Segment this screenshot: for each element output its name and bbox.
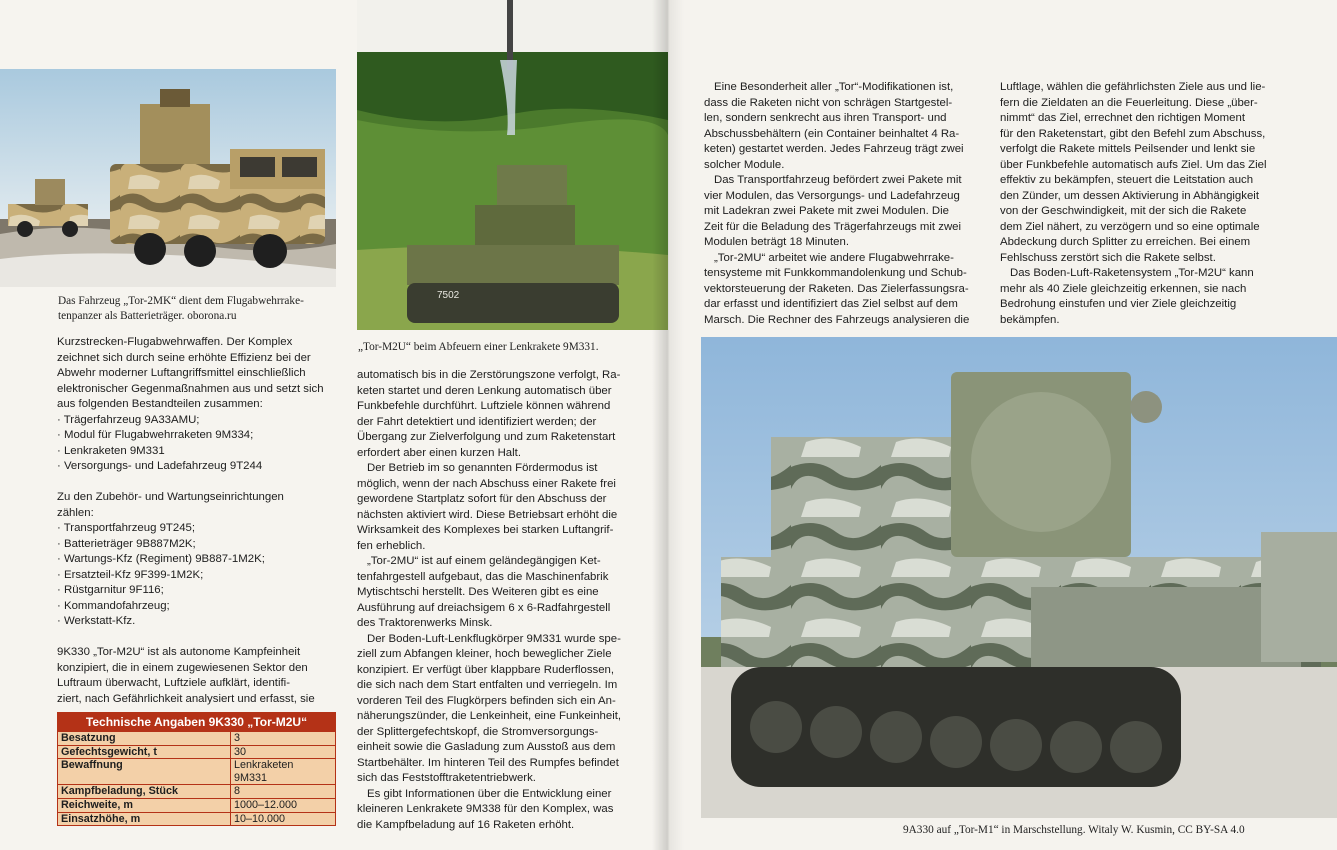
spec-label: Bewaffnung [58, 759, 231, 785]
spec-label: Kampfbeladung, Stück [58, 785, 231, 799]
col1-paragraph-1: Kurzstrecken-Flugabwehrwaffen. Der Komplex zeichnet sich durch seine erhöhte Effizienz bei der Abwehr moderner Luftangriffsmittel einschließlich elektronischer Gegenmaßnahmen aus und setzt sich aus folgenden Bestandteilen zusammen: [57, 336, 324, 410]
caption-tor-2mk: Das Fahrzeug „Tor-2MK“ dient dem Flugabwehrrake- tenpanzer als Batterieträger. oborona.ru [58, 295, 304, 322]
spec-value: Lenkraketen 9M331 [231, 759, 336, 785]
hull-number-label: 7502 [437, 290, 460, 301]
specs-table [57, 712, 336, 826]
vehicle-9a330-second [1261, 532, 1337, 662]
equipment-list [57, 521, 349, 630]
table-row [58, 798, 335, 812]
list-item: · Transportfahrzeug 9T245; [57, 521, 349, 537]
paragraph: Luftlage, wählen die gefährlichsten Ziele aus und lie- fern die Zieldaten an die Feuerleitung. Diese „über- nimmt“ das Ziel, errechnet den richtigen Moment für den Raketenstart, gibt den Befehl zum Abschuss, verfolgt die Rakete mittels Peilsender und lenkt sie über Funkbefehle automatisch aufs Ziel. Um das Ziel effektiv zu bekämpfen, steuert die Leitstation auch den Zünder, um dessen Aktivierung in Abhängigkeit von der Geschwindigkeit, mit der sich die Rakete dem Ziel nähert, zu verzögern und so eine optimale Abdeckung durch Splitter zu erreichen. Bei einem Fehlschuss zerstört sich die Rakete selbst. [1000, 81, 1267, 264]
list-item: · Trägerfahrzeug 9A33AMU; [57, 413, 349, 429]
list-item: · Batterieträger 9B887M2K; [57, 537, 349, 553]
photo-9a330-tor-m1 [701, 337, 1337, 818]
paragraph: Das Transportfahrzeug befördert zwei Pakete mit vier Modulen, das Versorgungs- und Ladefahrzeug mit Ladekran zwei Pakete mit zwei Modulen. Die Zeit für die Beladung des Trägerfahrzeugs mit zwei Modulen beträgt 18 Minuten. [704, 174, 962, 248]
text-column-2 [357, 368, 629, 833]
paragraph: Eine Besonderheit aller „Tor“-Modifikationen ist, dass die Raketen nicht von schrägen Startgestel- len, sondern senkrecht aus ihren Transport- und Abschussbehältern (ein Container beinhaltet 4 Ra- keten) gestartet werden. Jedes Fahrzeug trägt zwei solcher Module. [704, 81, 964, 171]
list-item: · Modul für Flugabwehrraketen 9M334; [57, 428, 349, 444]
paragraph: automatisch bis in die Zerstörungszone verfolgt, Ra- keten startet und deren Lenkung automatisch über Funkbefehle durchführt. Luftziele können während der Fahrt detektiert und identifiziert werden; der Übergang zur Zielverfolgung und zum Raketenstart erfordert aber einen kurzen Halt. [357, 369, 621, 459]
photo-tor-m2u-firing [357, 0, 668, 330]
spec-label: Gefechtsgewicht, t [58, 745, 231, 759]
paragraph: Der Betrieb im so genannten Fördermodus ist möglich, wenn der nach Abschuss einer Rakete frei gewordene Startplatz sofort für den Abschuss der nächsten aktiviert wird. Diese Betriebsart erhöht die Wirksamkeit des Komplexes bei starken Luftangrif- fen erheblich. [357, 462, 618, 552]
caption-9a330: 9A330 auf „Tor-M1“ in Marschstellung. Witaly W. Kusmin, CC BY-SA 4.0 [903, 824, 1245, 836]
table-row [58, 759, 335, 785]
col1-paragraph-2: Zu den Zubehör- und Wartungseinrichtungen zählen: [57, 491, 284, 519]
components-list [57, 413, 349, 475]
text-column-3 [704, 80, 974, 328]
spec-value: 30 [231, 745, 336, 759]
photo-tor-2mk [0, 69, 336, 287]
list-item: · Wartungs-Kfz (Regiment) 9B887-1M2K; [57, 552, 349, 568]
table-row [58, 785, 335, 799]
table-row [58, 732, 335, 746]
table-row [58, 812, 335, 825]
paragraph: „Tor-2MU“ arbeitet wie andere Flugabwehrrake- tensysteme mit Funkkommandolenkung und Schub- vektorsteuerung der Raketen. Das Zielerfassungsra- dar erfasst und identifiziert das Ziel selbst auf dem Marsch. Die Rechner des Fahrzeugs analysieren die [704, 251, 970, 326]
list-item: · Kommandofahrzeug; [57, 599, 349, 615]
spec-value: 1000–12.000 [231, 798, 336, 812]
spec-label: Einsatzhöhe, m [58, 812, 231, 825]
paragraph: Der Boden-Luft-Lenkflugkörper 9M331 wurde spe- ziell zum Abfangen kleiner, hoch beweglicher Ziele konzipiert. Er verfügt über klappbare Ruderflossen, die sich nach dem Start entfalten und verriegeln. Im vorderen Teil des Flugkörpers befinden sich ein An- näherungszünder, die Lenkeinheit, eine Funkeinheit, der Splittergefechtskopf, die Stromversorgungs- einheit sowie die Gasladung zum Ausstoß aus dem Startbehälter. Im hinteren Teil des Rumpfes befindet sich das Feststofftraketentriebwerk. [357, 632, 622, 784]
text-column-1 [57, 335, 349, 707]
list-item: · Versorgungs- und Ladefahrzeug 9T244 [57, 459, 349, 475]
col1-paragraph-3: 9K330 „Tor-M2U“ ist als autonome Kampfeinheit konzipiert, die in einem zugewiesenen Sektor den Luftraum überwacht, Luftziele aufklärt, identifi- ziert, nach Gefährlichkeit analysiert und erfasst, sie [57, 646, 315, 705]
table-row [58, 745, 335, 759]
paragraph: „Tor-2MU“ ist auf einem geländegängigen Ket- tenfahrgestell aufgebaut, das die Maschinenfabrik Mytischtschi herstellt. Des Weiteren gibt es eine Ausführung auf dreiachsigem 6 x 6-Radfahrgestell des Traktorenwerks Minsk. [357, 555, 611, 629]
list-item: · Lenkraketen 9M331 [57, 444, 349, 460]
spec-value: 10–10.000 [231, 812, 336, 825]
text-column-4 [1000, 80, 1270, 328]
book-gutter [652, 0, 684, 850]
spec-label: Besatzung [58, 732, 231, 746]
spec-label: Reichweite, m [58, 798, 231, 812]
spec-value: 8 [231, 785, 336, 799]
list-item: · Rüstgarnitur 9F116; [57, 583, 349, 599]
paragraph: Das Boden-Luft-Raketensystem „Tor-M2U“ kann mehr als 40 Ziele gleichzeitig erkennen, sie nach Bedrohung einstufen und vier Ziele gleichzeitig bekämpfen. [1000, 267, 1254, 326]
specs-table-title: Technische Angaben 9K330 „Tor-M2U“ [58, 713, 335, 731]
list-item: · Ersatzteil-Kfz 9F399-1M2K; [57, 568, 349, 584]
caption-tor-m2u: „Tor-M2U“ beim Abfeuern einer Lenkrakete 9M331. [358, 341, 599, 353]
spec-value: 3 [231, 732, 336, 746]
list-item: · Werkstatt-Kfz. [57, 614, 349, 630]
paragraph: Es gibt Informationen über die Entwicklung einer kleineren Lenkrakete 9M338 für den Komplex, was die Kampfbeladung auf 16 Raketen erhöht. [357, 787, 614, 831]
